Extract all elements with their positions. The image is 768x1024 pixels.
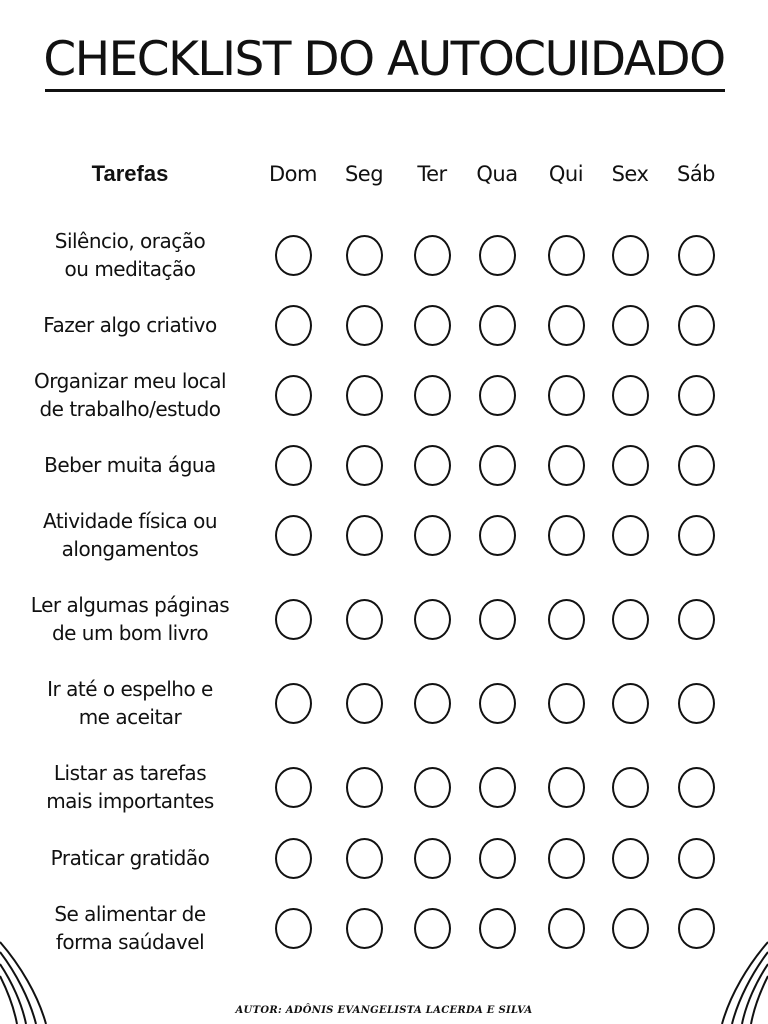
checkbox-circle-Sex[interactable] (612, 908, 649, 949)
task-label-line: Beber muita água (44, 453, 216, 477)
task-label (10, 844, 250, 872)
task-label-line: me aceitar (78, 705, 182, 729)
checkbox-circle-Sex[interactable] (612, 767, 649, 808)
checkbox-circle-Qua[interactable] (479, 305, 516, 346)
task-label (10, 311, 250, 339)
checkbox-circle-Qui[interactable] (548, 908, 585, 949)
page-title: CHECKLIST DO AUTOCUIDADO (43, 32, 725, 87)
checkbox-circle-Dom[interactable] (275, 235, 312, 276)
checkbox-circle-Ter[interactable] (414, 908, 451, 949)
task-label-line: Ler algumas páginas (30, 593, 230, 617)
task-label (10, 227, 250, 283)
title-underline (45, 89, 725, 92)
checkbox-circle-Sáb[interactable] (678, 445, 715, 486)
task-label-line: Praticar gratidão (50, 846, 210, 870)
checkbox-circle-Qui[interactable] (548, 235, 585, 276)
checkbox-circle-Sex[interactable] (612, 515, 649, 556)
checkbox-circle-Qui[interactable] (548, 515, 585, 556)
checkbox-circle-Sáb[interactable] (678, 767, 715, 808)
task-label-line: alongamentos (61, 537, 199, 561)
checkbox-circle-Qua[interactable] (479, 445, 516, 486)
checkbox-circle-Ter[interactable] (414, 838, 451, 879)
checkbox-circle-Qua[interactable] (479, 767, 516, 808)
checkbox-circle-Sex[interactable] (612, 305, 649, 346)
checkbox-circle-Qui[interactable] (548, 375, 585, 416)
checkbox-circle-Ter[interactable] (414, 683, 451, 724)
day-header-2: Ter (417, 162, 447, 186)
checkbox-circle-Qui[interactable] (548, 767, 585, 808)
checkbox-circle-Sáb[interactable] (678, 515, 715, 556)
task-label-line: de trabalho/estudo (39, 397, 221, 421)
checkbox-circle-Qua[interactable] (479, 515, 516, 556)
checkbox-circle-Dom[interactable] (275, 599, 312, 640)
checkbox-circle-Qua[interactable] (479, 599, 516, 640)
task-label (10, 451, 250, 479)
task-label-line: Atividade física ou (42, 509, 218, 533)
checkbox-circle-Sex[interactable] (612, 683, 649, 724)
checkbox-circle-Seg[interactable] (346, 375, 383, 416)
checkbox-circle-Ter[interactable] (414, 375, 451, 416)
task-label-line: Ir até o espelho e (47, 677, 213, 701)
task-label-line: de um bom livro (51, 621, 209, 645)
checkbox-circle-Sex[interactable] (612, 445, 649, 486)
checkbox-circle-Dom[interactable] (275, 767, 312, 808)
task-label-line: forma saúdavel (55, 930, 205, 954)
task-label (10, 591, 250, 647)
checkbox-circle-Qui[interactable] (548, 305, 585, 346)
checkbox-circle-Seg[interactable] (346, 235, 383, 276)
checkbox-circle-Seg[interactable] (346, 908, 383, 949)
tasks-column-header: Tarefas (91, 161, 169, 186)
task-label (10, 759, 250, 815)
checkbox-circle-Qua[interactable] (479, 683, 516, 724)
checkbox-circle-Sex[interactable] (612, 235, 649, 276)
checkbox-circle-Sex[interactable] (612, 838, 649, 879)
checkbox-circle-Seg[interactable] (346, 599, 383, 640)
checkbox-circle-Sex[interactable] (612, 375, 649, 416)
task-label-line: ou meditação (64, 257, 196, 281)
day-header-6: Sáb (676, 162, 716, 186)
task-label-line: mais importantes (46, 789, 214, 813)
checkbox-circle-Qua[interactable] (479, 838, 516, 879)
checkbox-circle-Seg[interactable] (346, 515, 383, 556)
day-header-5: Sex (611, 162, 649, 186)
task-label-line: Silêncio, oração (54, 229, 206, 253)
checkbox-circle-Ter[interactable] (414, 515, 451, 556)
checkbox-circle-Ter[interactable] (414, 305, 451, 346)
day-header-1: Seg (344, 162, 384, 186)
checkbox-circle-Sáb[interactable] (678, 838, 715, 879)
checkbox-circle-Qui[interactable] (548, 683, 585, 724)
checkbox-circle-Dom[interactable] (275, 375, 312, 416)
task-label-line: Organizar meu local (33, 369, 227, 393)
checkbox-circle-Qui[interactable] (548, 599, 585, 640)
day-header-0: Dom (269, 162, 317, 186)
task-label-line: Fazer algo criativo (43, 313, 217, 337)
checkbox-circle-Seg[interactable] (346, 838, 383, 879)
checkbox-circle-Qua[interactable] (479, 235, 516, 276)
checkbox-circle-Qui[interactable] (548, 838, 585, 879)
checkbox-circle-Dom[interactable] (275, 445, 312, 486)
checkbox-circle-Seg[interactable] (346, 683, 383, 724)
checkbox-circle-Ter[interactable] (414, 767, 451, 808)
checkbox-circle-Dom[interactable] (275, 683, 312, 724)
checkbox-circle-Ter[interactable] (414, 235, 451, 276)
checkbox-circle-Ter[interactable] (414, 599, 451, 640)
task-label-line: Listar as tarefas (53, 761, 207, 785)
task-label (10, 507, 250, 563)
day-header-4: Qui (548, 162, 584, 186)
checkbox-circle-Qui[interactable] (548, 445, 585, 486)
task-label (10, 675, 250, 731)
checkbox-circle-Sáb[interactable] (678, 375, 715, 416)
day-header-3: Qua (476, 162, 518, 186)
author-credit: AUTOR: ADÔNIS EVANGELISTA LACERDA E SILVA (235, 1005, 533, 1016)
task-label (10, 367, 250, 423)
checkbox-circle-Seg[interactable] (346, 305, 383, 346)
checkbox-circle-Dom[interactable] (275, 908, 312, 949)
checkbox-circle-Ter[interactable] (414, 445, 451, 486)
checkbox-circle-Sex[interactable] (612, 599, 649, 640)
checkbox-circle-Qua[interactable] (479, 908, 516, 949)
task-label-line: Se alimentar de (54, 902, 206, 926)
checkbox-circle-Sáb[interactable] (678, 305, 715, 346)
checkbox-circle-Seg[interactable] (346, 767, 383, 808)
checkbox-circle-Sáb[interactable] (678, 235, 715, 276)
checkbox-circle-Dom[interactable] (275, 838, 312, 879)
checkbox-circle-Sáb[interactable] (678, 683, 715, 724)
checkbox-circle-Qua[interactable] (479, 375, 516, 416)
checkbox-circle-Dom[interactable] (275, 305, 312, 346)
checkbox-circle-Dom[interactable] (275, 515, 312, 556)
checkbox-circle-Seg[interactable] (346, 445, 383, 486)
checkbox-circle-Sáb[interactable] (678, 599, 715, 640)
